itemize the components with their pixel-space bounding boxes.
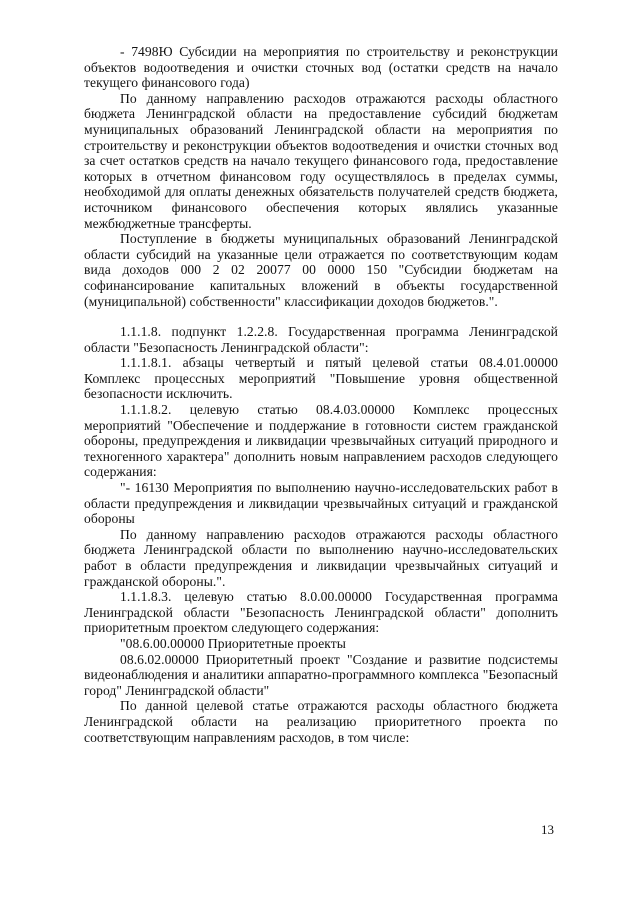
paragraph-subitem-1-1-1-8-2: 1.1.1.8.2. целевую статью 08.4.03.00000 Комплекс процессных мероприятий "Обеспечение и поддержание в готовности систем гражданской обороны, предупреждения и ликвидации чрезвычайных ситуаций природного и техногенного характера" дополнить новым направлением расходов следующего содержания: — [84, 402, 558, 480]
page-number: 13 — [541, 822, 554, 837]
paragraph-subsidy-item: - 7498Ю Субсидии на мероприятия по строительству и реконструкции объектов водоотведения и очистки сточных вод (остатки средств на начало текущего финансового года) — [84, 44, 558, 91]
paragraph-priority-projects: "08.6.00.00000 Приоритетные проекты — [120, 635, 346, 651]
section-gap — [84, 309, 558, 324]
paragraph-income-codes: Поступление в бюджеты муниципальных образований Ленинградской области субсидий на указанные цели отражается по соответствующим кодам вида доходов 000 2 02 20077 00 0000 150 "Субсидии бюджетам на софинансирование капитальных вложений в объекты государственной (муниципальной) собственности" классификации доходов бюджетов.". — [84, 231, 558, 309]
paragraph-target-article-description: По данной целевой статье отражаются расходы областного бюджета Ленинградской области на реализацию приоритетного проекта по соответствующим направлениям расходов, в том числе: — [84, 698, 558, 745]
paragraph-subitem-1-1-1-8: 1.1.1.8. подпункт 1.2.2.8. Государственная программа Ленинградской области "Безопасность Ленинградской области": — [84, 324, 558, 355]
paragraph-research-item: "- 16130 Мероприятия по выполнению научно-исследовательских работ в области предупреждения и ликвидации чрезвычайных ситуаций и гражданской обороны — [84, 480, 558, 527]
paragraph-priority-project-08-6-02: 08.6.02.00000 Приоритетный проект "Создание и развитие подсистемы видеонаблюдения и аналитики аппаратно-программного комплекса "Безопасный город" Ленинградской области" — [84, 651, 558, 698]
paragraph-subitem-1-1-1-8-1: 1.1.1.8.1. абзацы четвертый и пятый целевой статьи 08.4.01.00000 Комплекс процессных мероприятий "Повышение уровня общественной безопасности исключить. — [84, 355, 558, 402]
paragraph-subitem-1-1-1-8-3: 1.1.1.8.3. целевую статью 8.0.00.00000 Государственная программа Ленинградской области "Безопасность Ленинградской области" дополнить приоритетным проектом следующего содержания: — [84, 589, 558, 636]
paragraph-subsidy-description: По данному направлению расходов отражаются расходы областного бюджета Ленинградской области на предоставление субсидий бюджетам муниципальных образований Ленинградской области на мероприятия по строительству и реконструкции объектов водоотведения и очистки сточных вод за счет остатков средств на начало текущего финансового года, предоставление которых в отчетном финансовом году осуществлялось в пределах суммы, необходимой для оплаты денежных обязательств получателей средств бюджета, источником финансового обеспечения которых являлись указанные межбюджетные трансферты. — [84, 90, 558, 231]
paragraph-research-description: По данному направлению расходов отражаются расходы областного бюджета Ленинградской области по выполнению научно-исследовательских работ в области предупреждения и ликвидации чрезвычайных ситуаций и гражданской обороны.". — [84, 526, 558, 589]
